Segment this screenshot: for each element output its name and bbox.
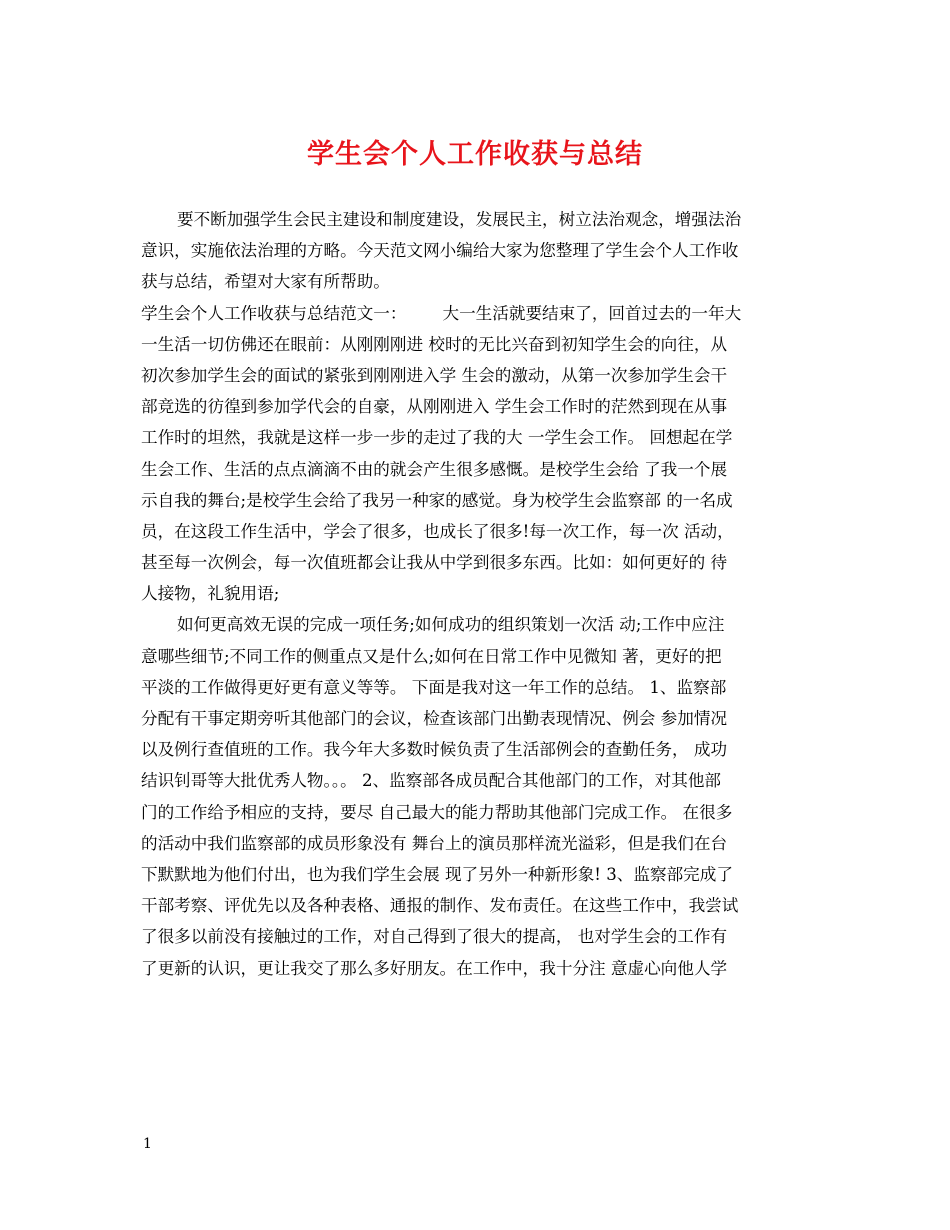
text-line-heading xyxy=(141,298,813,329)
text-line: 工作时的坦然，我就是这样一步一步的走过了我的大 一学生会工作。 回想起在学 xyxy=(141,428,733,448)
text-line: 分配有干事定期旁听其他部门的会议，检查该部门出勤表现情况、例会 参加情况 xyxy=(141,709,728,728)
text-line: 一生活一切仿佛还在眼前：从刚刚刚进 校时的无比兴奋到初知学生会的向往，从 xyxy=(141,334,728,354)
text-line: 生会工作、生活的点点滴滴不由的就会产生很多感慨。是校学生会给 了我一个展 xyxy=(141,459,728,479)
text-line: 人接物，礼貌用语; xyxy=(141,584,280,604)
text-line: 甚至每一次例会，每一次值班都会让我从中学到很多东西。比如：如何更好的 待 xyxy=(141,553,728,573)
text-line: 如何更高效无误的完成一项任务;如何成功的组织策划一次活 动;工作中应注 xyxy=(177,615,725,635)
text-line: 干部考察、评优先以及各种表格、通报的制作、发布责任。在这些工作中，我尝试 xyxy=(141,896,739,916)
text-line: 下默默地为他们付出，也为我们学生会展 现了另外一种新形象! 3、监察部完成了 xyxy=(141,864,733,884)
document-title: 学生会个人工作收获与总结 xyxy=(307,139,643,170)
text-line: 了更新的认识，更让我交了那么多好朋友。在工作中，我十分注 意虚心向他人学 xyxy=(141,958,728,978)
text-line: 了很多以前没有接触过的工作，对自己得到了很大的提高， 也对学生会的工作有 xyxy=(141,927,728,947)
text-line: 意识，实施依法治理的方略。今天范文网小编给大家为您整理了学生会个人工作收 xyxy=(141,241,739,261)
text-line: 获与总结，希望对大家有所帮助。 xyxy=(141,272,390,292)
text-line: 要不断加强学生会民主建设和制度建设，发展民主，树立法治观念，增强法治 xyxy=(177,210,742,229)
section-opening: 大一生活就要结束了，回首过去的一年大 xyxy=(442,303,742,323)
text-line: 部竞选的彷徨到参加学代会的自豪，从刚刚进入 学生会工作时的茫然到现在从事 xyxy=(141,397,728,417)
text-line: 以及例行查值班的工作。我今年大多数时候负责了生活部例会的查勤任务， 成功 xyxy=(141,740,728,760)
text-line: 平淡的工作做得更好更有意义等等。 下面是我对这一年工作的总结。 1、监察部 xyxy=(141,677,727,697)
text-line: 示自我的舞台;是校学生会给了我另一种家的感觉。身为校学生会监察部 的一名成 xyxy=(141,490,733,510)
text-line: 员，在这段工作生活中，学会了很多，也成长了很多!每一次工作，每一次 活动， xyxy=(141,521,734,541)
text-line: 意哪些细节;不同工作的侧重点又是什么;如何在日常工作中见微知 著，更好的把 xyxy=(141,646,722,666)
text-line: 初次参加学生会的面试的紧张到刚刚进入学 生会的激动，从第一次参加学生会干 xyxy=(141,365,728,385)
text-line: 门的工作给予相应的支持，要尽 自己最大的能力帮助其他部门完成工作。 在很多 xyxy=(141,802,733,822)
document-body xyxy=(141,204,813,984)
page-number: 1 xyxy=(143,1136,152,1152)
section-label: 学生会个人工作收获与总结范文一： xyxy=(141,303,407,323)
text-line: 结识钊哥等大批优秀人物。。。 2、监察部各成员配合其他部门的工作，对其他部 xyxy=(141,771,722,791)
text-line: 的活动中我们监察部的成员形象没有 舞台上的演员那样流光溢彩，但是我们在台 xyxy=(141,833,728,853)
